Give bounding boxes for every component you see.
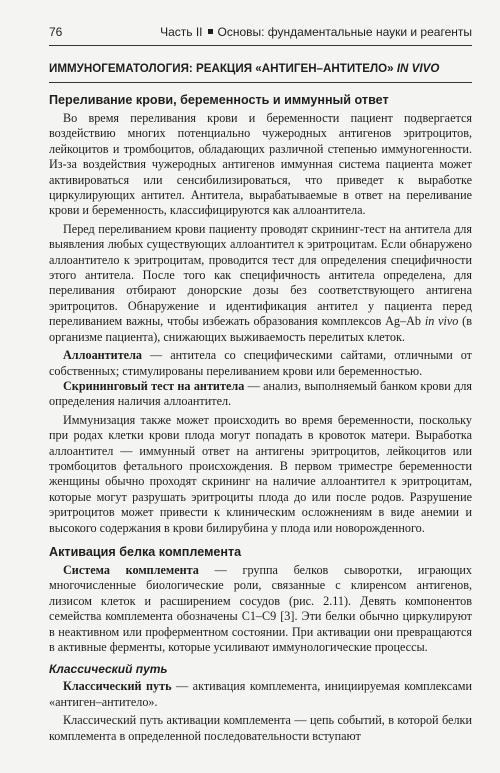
definition-antibody-screen: Скрининговый тест на антитела — анализ, выполняемый банком крови для определения наличия аллоантител. [49, 378, 473, 409]
paragraph: Перед переливанием крови пациенту проводят скрининг-тест на антитела для выявления любых существующих аллоантител к эритроцитам. Если обнаружено аллоантитело к эритроцитам, проводится тест для определения специфичности этого антитела. После того как специфичность антитела определена, для переливания отбирают донорские дозы без соответствующего антигена эритроцитов. Обнаружение и идентификация антител у пациента перед переливанием важны, чтобы избежать образования комплексов Ag–Ab in vivo (в организме пациента), снижающих выживаемость перелитых клеток. [49, 221, 472, 344]
definition-classical-pathway: Классический путь — активация комплемента, инициируемая комплексами «антиген–антитело». [49, 679, 472, 709]
paragraph: Иммунизация также может происходить во время беременности, поскольку при родах клетки крови плода могут попадать в кровоток матери. Выработка аллоантител — иммунный ответ на антигены эритроцитов, лейкоцитов или тромбоцитов фетального происхождения. В первом триместре беременности женщины обычно проходят скрининг на наличие аллоантител к эритроцитам, которые могут разрушать эритроциты плода до или после родов. Разрушение эритроцитов может привести к клиническим осложнениям в виде анемии и высокого содержания в крови билирубина у плода или новорожденного. [49, 412, 472, 535]
definition-alloantibodies: Аллоантитела — антитела со специфическими сайтами, отличными от собственных; стимулированы переливанием крови или беременностью. [49, 348, 472, 378]
section-rule [49, 82, 472, 83]
paragraph: Классический путь активации комплемента — цепь событий, в которой белки комплемента в определенной последовательности вступают [49, 713, 472, 743]
page-content [49, 90, 472, 744]
paragraph: Во время переливания крови и беременности пациент подвергается воздействию многих потенциально чужеродных антигенов эритроцитов, лейкоцитов и тромбоцитов, обладающих различной степенью иммуногенности. Из-за воздействия чужеродных антигенов иммунная система пациента может активироваться или сенсибилизироваться, что приведет к выработке циркулирующих антител. Антитела, вырабатываемые в ответ на переливание крови и беременность, классифицируются как аллоантитела. [49, 111, 472, 218]
heading-classical-pathway: Классический путь [49, 662, 168, 677]
header-part [160, 25, 472, 39]
definition-complement-system: Система комплемента — группа белков сыворотки, играющих многочисленные биологические роли, связанные с клиренсом антигенов, лизисом клеток и расширением сосудов (рис. 2.11). Девять компонентов семейства комплемента обозначены C1–C9 [3]. Эти белки обычно циркулируют в неактивном или проферментном состоянии. При активации они превращаются в активные ферменты, которые усиливают иммунологические процессы. [49, 562, 472, 654]
header-rule [49, 45, 472, 46]
square-bullet-icon [208, 29, 213, 34]
chapter-section-title: ИММУНОГЕМАТОЛОГИЯ: РЕАКЦИЯ «АНТИГЕН–АНТИТЕЛО» IN VIVO [49, 62, 440, 75]
heading-complement: Активация белка комплемента [49, 544, 242, 559]
part-section: Основы: фундаментальные науки и реагенты [217, 25, 472, 39]
running-header [49, 25, 472, 39]
heading-transfusion: Переливание крови, беременность и иммунный ответ [49, 93, 389, 107]
page-number: 76 [49, 25, 63, 39]
part-label: Часть II [160, 25, 203, 39]
